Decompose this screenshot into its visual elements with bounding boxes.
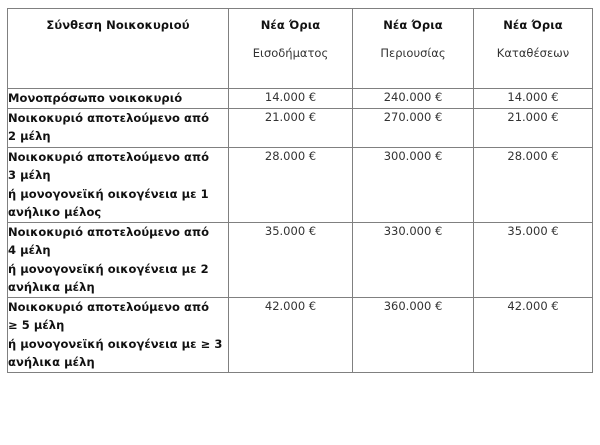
- cell-income-limit: 28.000 €: [229, 147, 353, 222]
- row-label-household-composition: [8, 147, 229, 222]
- row-label-line: ή μονογονεϊκή οικογένεια με 1: [8, 186, 209, 201]
- table-header: [8, 9, 593, 89]
- column-header-deposits-title: Νέα Όρια: [503, 18, 563, 32]
- limits-table-container: [7, 8, 592, 373]
- cell-property-limit: 240.000 €: [353, 89, 474, 109]
- cell-income-limit: 14.000 €: [229, 89, 353, 109]
- row-label-line: Νοικοκυριό αποτελούμενο από: [8, 299, 210, 314]
- row-label-line: Νοικοκυριό αποτελούμενο από: [8, 149, 210, 164]
- row-label-line: Νοικοκυριό αποτελούμενο από: [8, 224, 210, 239]
- row-label-line: ή μονογονεϊκή οικογένεια με ≥ 3: [8, 336, 223, 351]
- cell-deposits-limit: 35.000 €: [474, 222, 593, 297]
- cell-property-limit: 330.000 €: [353, 222, 474, 297]
- cell-property-limit: 300.000 €: [353, 147, 474, 222]
- table-row: [8, 147, 593, 222]
- column-header-household-title: Σύνθεση Νοικοκυριού: [46, 18, 190, 32]
- row-label-line: 3 μέλη: [8, 168, 51, 182]
- household-limits-table: [7, 8, 593, 373]
- row-label-household-composition: [8, 108, 229, 147]
- row-label-household-composition: [8, 297, 229, 372]
- cell-deposits-limit: 21.000 €: [474, 108, 593, 147]
- column-header-property-subtitle: Περιουσίας: [380, 46, 446, 60]
- table-row: [8, 108, 593, 147]
- row-label-line: ανήλικα μέλη: [8, 280, 95, 294]
- cell-income-limit: 42.000 €: [229, 297, 353, 372]
- column-header-household: [8, 9, 229, 89]
- table-row: [8, 297, 593, 372]
- row-label-line: ή μονογονεϊκή οικογένεια με 2: [8, 261, 209, 276]
- table-header-row: [8, 9, 593, 89]
- cell-property-limit: 270.000 €: [353, 108, 474, 147]
- column-header-deposits: [474, 9, 593, 89]
- cell-deposits-limit: 28.000 €: [474, 147, 593, 222]
- row-label-line: Νοικοκυριό αποτελούμενο από: [8, 110, 210, 125]
- column-header-income: [229, 9, 353, 89]
- row-label-household-composition: [8, 222, 229, 297]
- row-label-line: ανήλικο μέλος: [8, 205, 102, 219]
- table-row: [8, 222, 593, 297]
- column-header-income-title: Νέα Όρια: [260, 18, 321, 32]
- row-label-household-composition: [8, 89, 229, 109]
- column-header-property: [353, 9, 474, 89]
- row-label-line: ≥ 5 μέλη: [8, 318, 65, 332]
- cell-property-limit: 360.000 €: [353, 297, 474, 372]
- table-body: [8, 89, 593, 373]
- cell-income-limit: 35.000 €: [229, 222, 353, 297]
- column-header-income-subtitle: Εισοδήματος: [252, 46, 329, 60]
- row-label-line: Μονοπρόσωπο νοικοκυριό: [8, 91, 183, 105]
- row-label-line: 4 μέλη: [8, 243, 51, 257]
- column-header-deposits-subtitle: Καταθέσεων: [496, 46, 570, 60]
- row-label-line: 2 μέλη: [8, 129, 51, 143]
- row-label-line: ανήλικα μέλη: [8, 355, 95, 369]
- column-header-property-title: Νέα Όρια: [383, 18, 443, 32]
- cell-deposits-limit: 14.000 €: [474, 89, 593, 109]
- cell-income-limit: 21.000 €: [229, 108, 353, 147]
- cell-deposits-limit: 42.000 €: [474, 297, 593, 372]
- table-row: [8, 89, 593, 109]
